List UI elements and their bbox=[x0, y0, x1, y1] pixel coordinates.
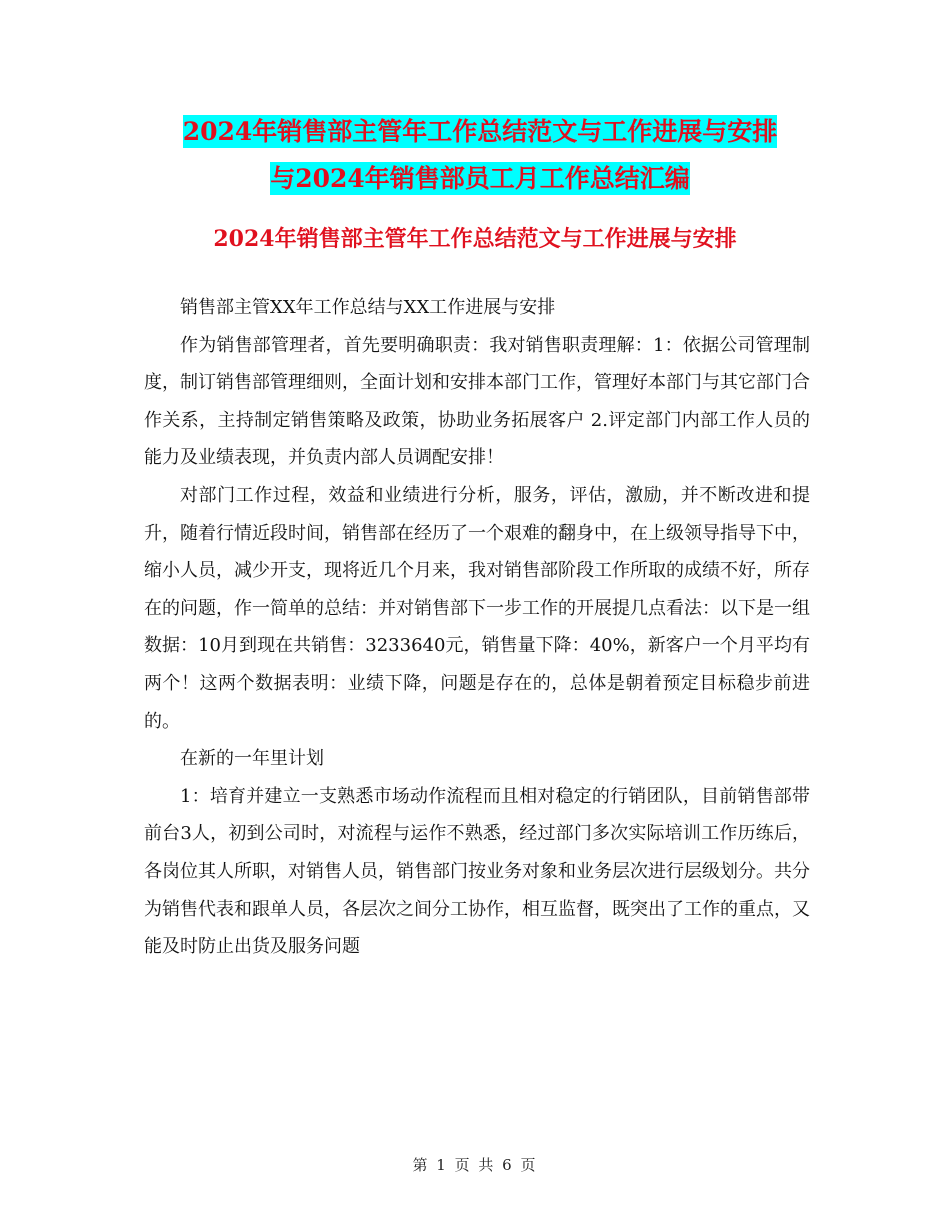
paragraph-4: 在新的一年里计划 bbox=[180, 748, 324, 770]
page-footer: 第 1 页 共 6 页 bbox=[412, 1156, 538, 1174]
document-title-line1: 2024年销售部主管年工作总结范文与工作进展与安排 bbox=[182, 117, 778, 146]
paragraph-3: 对部门工作过程，效益和业绩进行分析，服务，评估，激励，并不断改进和提升，随着行情近段时间，销售部在经历了一个艰难的翻身中，在上级领导指导下中，缩小人员，减少开支，现将近几个月来，我对销售部阶段工作所取的成绩不好，所存在的问题，作一简单的总结：并对销售部下一步工作的开展提几点看法：以下是一组数据：10月到现在共销售：3233640元，销售量下降：40%，新客户一个月平均有两个！这两个数据表明：业绩下降，问题是存在的，总体是朝着预定目标稳步前进的。 bbox=[144, 484, 810, 732]
section-title: 2024年销售部主管年工作总结范文与工作进展与安排 bbox=[213, 226, 737, 252]
document-title bbox=[150, 108, 810, 202]
document-title-line2: 与2024年销售部员工月工作总结汇编 bbox=[270, 164, 690, 193]
document-body bbox=[144, 289, 810, 966]
paragraph-5: 1：培育并建立一支熟悉市场动作流程而且相对稳定的行销团队，目前销售部带前台3人，初到公司时，对流程与运作不熟悉，经过部门多次实际培训工作历练后，各岗位其人所职，对销售人员，销售部门按业务对象和业务层次进行层级划分。共分为销售代表和跟单人员，各层次之间分工协作，相互监督，既突出了工作的重点，又能及时防止出货及服务问题 bbox=[144, 785, 810, 958]
paragraph-2: 作为销售部管理者，首先要明确职责：我对销售职责理解：1：依据公司管理制度，制订销售部管理细则，全面计划和安排本部门工作，管理好本部门与其它部门合作关系，主持制定销售策略及政策，协助业务拓展客户 2.评定部门内部工作人员的能力及业绩表现，并负责内部人员调配安排！ bbox=[144, 334, 810, 469]
paragraph-1: 销售部主管XX年工作总结与XX工作进展与安排 bbox=[180, 297, 556, 318]
